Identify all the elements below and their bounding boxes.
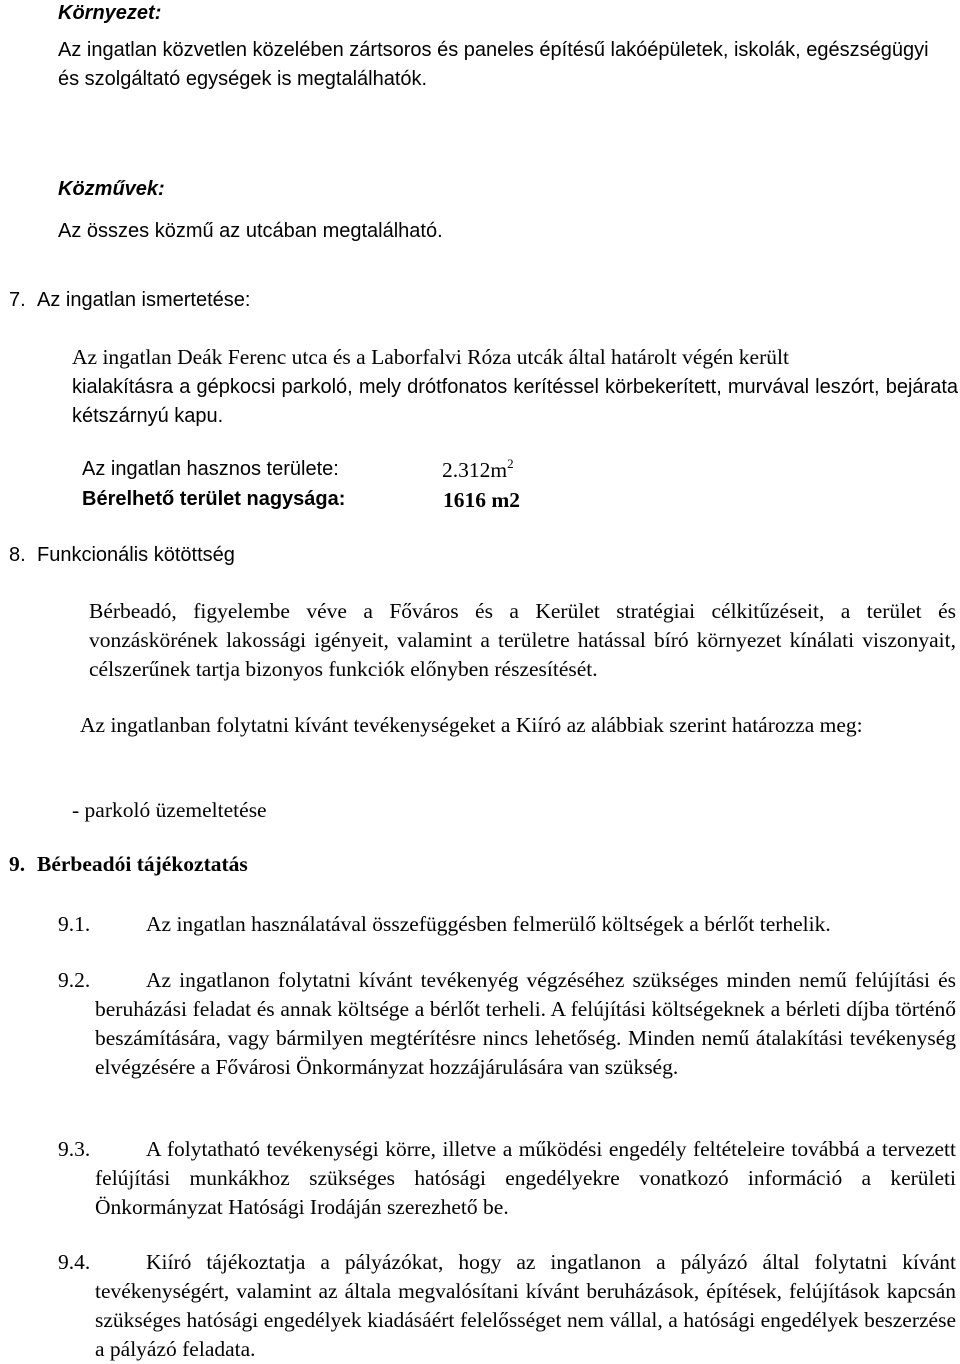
environment-heading: Környezet: xyxy=(58,2,162,24)
section-8-paragraph-2: Az ingatlanban folytatni kívánt tevékenységeket a Kiíró az alábbiak szerint határozza meg: xyxy=(80,713,863,737)
item-number: 9.4. xyxy=(58,1250,91,1274)
item-text: Az ingatlanon folytatni kívánt tevékenyég végzéséhez szükséges minden nemű felújítási és beruházási feladat és annak költsége a bérlőt terheli. A felújítási költségeknek a bérleti díjba történő beszámítására, vagy bármilyen megtérítésre nincs lehetőség. Minden nemű átalakítási tevékenység elvégzésére a Fővárosi Önkormányzat hozzájárulására van szükség. xyxy=(95,968,956,1079)
utilities-text: Az összes közmű az utcában megtalálható. xyxy=(58,220,443,242)
useful-area-value xyxy=(442,458,514,483)
environment-text: Az ingatlan közvetlen közelében zártsoros és paneles építésű lakóépületek, iskolák, egészségügyi és szolgáltató egységek is megtalálhatók. xyxy=(58,39,929,90)
rentable-area-value: 1616 m2 xyxy=(443,488,521,512)
item-number: 9.2. xyxy=(58,968,91,992)
section-9-item xyxy=(58,910,956,940)
section-8-title: Funkcionális kötöttség xyxy=(37,544,235,566)
section-9-title: Bérbeadói tájékoztatás xyxy=(37,852,248,876)
rentable-area-label: Bérelhető terület nagysága: xyxy=(82,488,346,510)
useful-area-superscript: 2 xyxy=(507,456,514,471)
section-9-number: 9. xyxy=(9,852,26,876)
item-number: 9.1. xyxy=(58,912,91,936)
section-9-item xyxy=(58,1248,956,1360)
item-text: Az ingatlan használatával összefüggésben felmerülő költségek a bérlőt terhelik. xyxy=(146,912,831,936)
rentable-area-row xyxy=(82,488,582,518)
useful-area-label: Az ingatlan hasznos területe: xyxy=(82,458,339,480)
section-8-number: 8. xyxy=(9,544,26,566)
item-text: Kiíró tájékoztatja a pályázókat, hogy az ingatlanon a pályázó által folytatni kívánt tevékenységért, valamint az általa megvalósítani kívánt beruházások, építések, felújítások kapcsán szükséges hatósági engedélyek kiadásáért felelősséget nem vállal, a hatósági engedélyek beszerzése a pályázó feladata. xyxy=(95,1250,956,1361)
utilities-heading: Közművek: xyxy=(58,178,165,200)
useful-area-number: 2.312m xyxy=(442,458,508,482)
section-8-paragraph-1: Bérbeadó, figyelembe véve a Főváros és a Kerület stratégiai célkitűzéseit, a terület és vonzáskörének lakossági igényeit, valamint a területre hatással bíró környezet kínálati viszonyait, célszerűnek tartja bizonyos funkciók előnyben részesítését. xyxy=(89,599,956,681)
section-7-paragraph-serif: Az ingatlan Deák Ferenc utca és a Laborfalvi Róza utcák által határolt végén került xyxy=(72,345,789,369)
section-7-paragraph-sans: kialakításra a gépkocsi parkoló, mely drótfonatos kerítéssel körbekerített, murvával leszórt, bejárata kétszárnyú kapu. xyxy=(72,376,958,427)
section-9-item xyxy=(58,1135,956,1230)
section-7-number: 7. xyxy=(9,289,26,311)
section-9-item xyxy=(58,966,956,1116)
item-text: A folytatható tevékenységi körre, illetve a működési engedély feltételeire továbbá a tervezett felújítási munkákhoz szükséges hatósági engedélyekre vonatkozó információ a kerületi Önkormányzat Hatósági Irodáján szerezhető be. xyxy=(95,1137,956,1219)
section-8-list-item: - parkoló üzemeltetése xyxy=(72,798,267,822)
useful-area-row xyxy=(82,458,582,488)
item-number: 9.3. xyxy=(58,1137,91,1161)
section-7-title: Az ingatlan ismertetése: xyxy=(37,289,251,311)
